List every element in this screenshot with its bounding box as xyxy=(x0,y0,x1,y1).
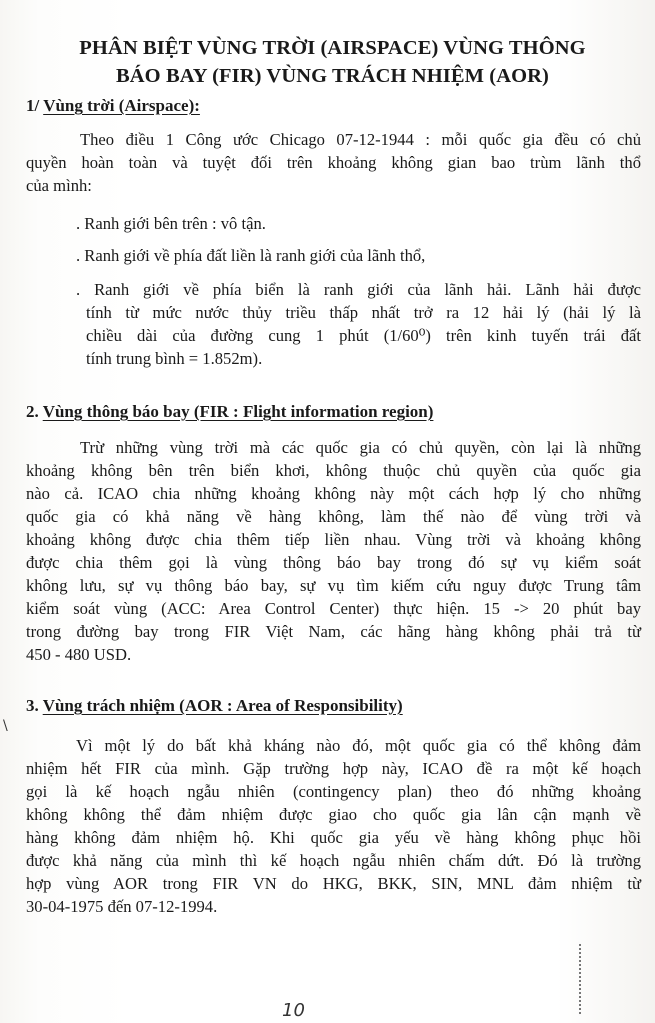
section-1-number: 1/ xyxy=(26,96,40,115)
text-line: Vì một lý do bất khả kháng nào đó, một quốc gia có thể không đảm xyxy=(76,736,641,755)
text-line: . Ranh giới bên trên : vô tận. xyxy=(76,214,266,233)
title-line-1: PHÂN BIỆT VÙNG TRỜI (AIRSPACE) VÙNG THÔNG xyxy=(79,37,586,59)
text-line: quốc gia có khả năng về hàng không, làm thế nào để vùng trời và xyxy=(26,507,641,526)
text-line: khoảng không được chia thêm tiếp liền nhau. Vùng trời và khoảng không xyxy=(26,530,641,549)
section-2-body xyxy=(26,436,641,666)
section-1-title: Vùng trời (Airspace): xyxy=(43,96,200,115)
text-line: được chia thêm gọi là vùng thông báo bay trong đó sự vụ kiểm soát xyxy=(26,553,641,572)
text-line: trong đường bay trong FIR Việt Nam, các hãng hàng không phải trả từ xyxy=(26,622,641,641)
section-2-number: 2. xyxy=(26,402,39,421)
bullet-land-boundary xyxy=(76,244,641,267)
text-line: không lưu, sự vụ thông báo bay, sự vụ tìm kiếm cứu nguy được Trung tâm xyxy=(26,576,641,595)
text-line: hợp vùng AOR trong FIR VN do HKG, BKK, SIN, MNL đảm nhiệm từ xyxy=(26,874,641,893)
text-line: của mình: xyxy=(26,176,92,195)
text-line: tính trung bình = 1.852m). xyxy=(86,349,263,368)
text-line: hàng không đảm nhiệm hộ. Khi quốc gia yếu về hàng không phục hồi xyxy=(26,828,641,847)
section-2-heading xyxy=(26,402,433,422)
text-line: được khả năng của mình thì kế hoạch ngẫu nhiên chấm dứt. Đó là trường xyxy=(26,851,641,870)
text-line: nhiệm hết FIR của mình. Gặp trường hợp này, ICAO đề ra một kế hoạch xyxy=(26,759,641,778)
text-line: Theo điều 1 Công ước Chicago 07-12-1944 : mỗi quốc gia đều có chủ xyxy=(80,130,641,149)
margin-mark: \ xyxy=(3,718,8,734)
text-line: 30-04-1975 đến 07-12-1994. xyxy=(26,897,218,916)
text-line: nào cả. ICAO chia những khoảng không này một cách hợp lý cho những xyxy=(26,484,641,503)
text-line: . Ranh giới về phía đất liền là ranh giới của lãnh thổ, xyxy=(76,246,426,265)
text-line: khoảng không bên trên biển khơi, không thuộc chủ quyền của quốc gia xyxy=(26,461,641,480)
bullet-sea-boundary xyxy=(76,278,641,370)
text-line: chiều dài của đường cung 1 phút (1/60⁰) trên kinh tuyến trái đất xyxy=(86,326,641,345)
text-line: gọi là kế hoạch ngẫu nhiên (contingency plan) theo đó những khoảng xyxy=(26,782,641,801)
text-line: Trừ những vùng trời mà các quốc gia có chủ quyền, còn lại là những xyxy=(80,438,641,457)
scan-artifact-dotted-line xyxy=(579,944,583,1014)
page-number: 10 xyxy=(282,1000,305,1021)
section-3-heading xyxy=(26,696,403,716)
section-3-body xyxy=(26,734,641,918)
text-line: quyền hoàn toàn và tuyệt đối trên khoảng không gian bao trùm lãnh thổ xyxy=(26,153,641,172)
section-3-number: 3. xyxy=(26,696,39,715)
section-2-title: Vùng thông báo bay (FIR : Flight information region) xyxy=(42,402,434,421)
section-1-intro xyxy=(26,128,641,197)
section-1-heading xyxy=(26,96,200,116)
text-line: 450 - 480 USD. xyxy=(26,645,132,664)
document-title xyxy=(20,34,645,90)
title-line-2: BÁO BAY (FIR) VÙNG TRÁCH NHIỆM (AOR) xyxy=(116,65,549,87)
text-line: không không thể đảm nhiệm được giao cho quốc gia lân cận mạnh về xyxy=(26,805,641,824)
bullet-upper-boundary xyxy=(76,212,641,235)
text-line: kiểm soát vùng (ACC: Area Control Center) thực hiện. 15 -> 20 phút bay xyxy=(26,599,641,618)
text-line: tính từ mức nước thủy triều thấp nhất trở ra 12 hải lý (hải lý là xyxy=(86,303,641,322)
section-3-title: Vùng trách nhiệm (AOR : Area of Responsibility) xyxy=(42,696,403,715)
text-line: . Ranh giới về phía biển là ranh giới của lãnh hải. Lãnh hải được xyxy=(76,280,641,299)
